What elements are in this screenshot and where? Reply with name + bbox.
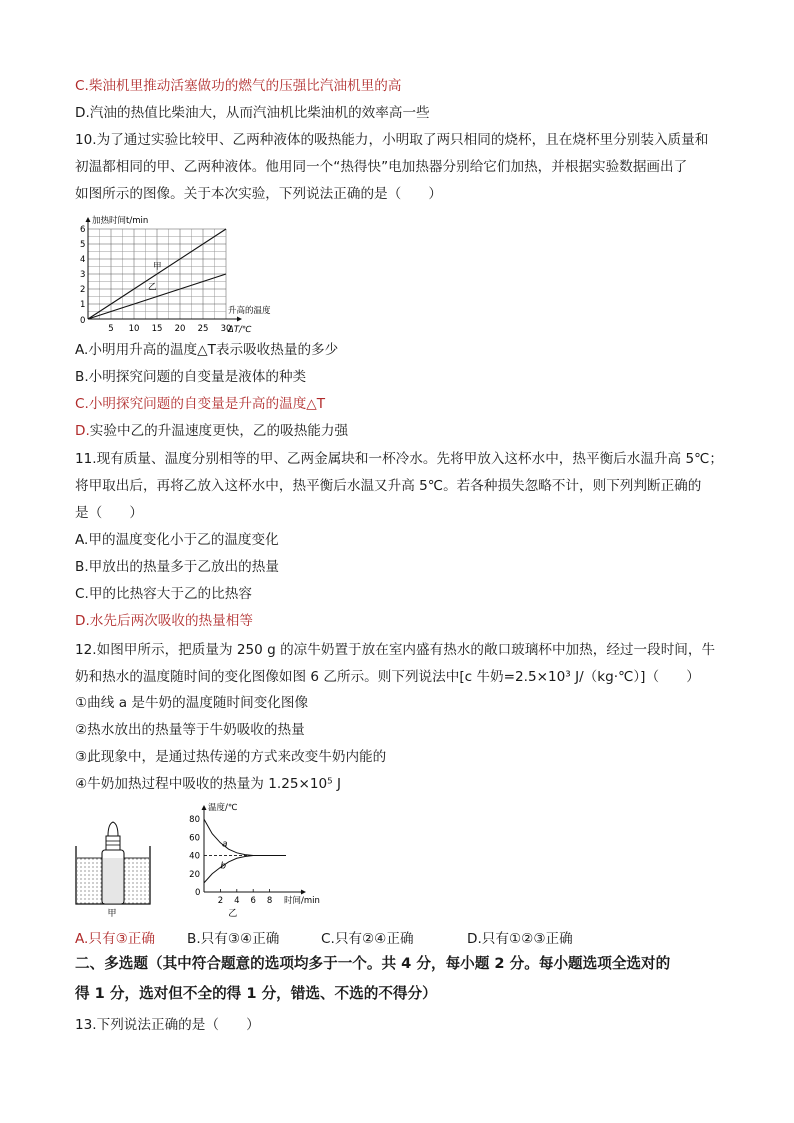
curve-a bbox=[204, 819, 286, 855]
x-axis-label: 升高的温度 bbox=[228, 306, 271, 316]
q10-stem-line-1: 10.为了通过实验比较甲、乙两种液体的吸热能力，小明取了两只相同的烧杯，且在烧杯里分别装入质量和 bbox=[75, 132, 709, 148]
chart-caption: 乙 bbox=[228, 909, 238, 919]
q10-option-d: D.实验中乙的升温速度更快，乙的吸热能力强 bbox=[75, 423, 349, 439]
x-axis-arrow bbox=[301, 890, 306, 895]
y-tick-label: 6 bbox=[80, 225, 86, 235]
q12-option-b: B.只有③④正确 bbox=[187, 931, 280, 947]
q10-option-b: B.小明探究问题的自变量是液体的种类 bbox=[75, 369, 307, 385]
x-tick-label: 2 bbox=[217, 896, 224, 906]
curve-label-a: a bbox=[222, 839, 228, 850]
q12-option-c: C.只有②④正确 bbox=[321, 931, 414, 947]
y-tick-label: 4 bbox=[80, 255, 86, 265]
x-axis-arrow bbox=[237, 317, 242, 322]
x-tick-label: 15 bbox=[151, 324, 163, 334]
x-tick-label: 25 bbox=[197, 324, 209, 334]
y-axis-arrow bbox=[86, 217, 91, 222]
y-tick-label: 60 bbox=[189, 833, 200, 844]
beaker-figure bbox=[72, 818, 157, 920]
x-tick-label: 5 bbox=[108, 324, 114, 334]
section-2-heading-line-1: 二、多选题（其中符合题意的选项均多于一个。共 4 分，每小题 2 分。每小题选项全选对的 bbox=[75, 955, 671, 972]
q11-option-c: C.甲的比热容大于乙的比热容 bbox=[75, 586, 252, 602]
q9-option-d: D.汽油的热值比柴油大，从而汽油机比柴油机的效率高一些 bbox=[75, 105, 430, 121]
x-tick-label: 4 bbox=[234, 896, 240, 906]
q12-statement-2: ②热水放出的热量等于牛奶吸收的热量 bbox=[75, 722, 305, 738]
y-axis-label: 加热时间t/min bbox=[92, 216, 149, 226]
q12-statement-1: ①曲线 a 是牛奶的温度随时间变化图像 bbox=[75, 695, 309, 711]
q11-option-b: B.甲放出的热量多于乙放出的热量 bbox=[75, 559, 279, 575]
y-tick-label: 2 bbox=[80, 285, 86, 295]
section-2-heading-line-2: 得 1 分，选对但不全的得 1 分，错选、不选的不得分） bbox=[75, 985, 437, 1002]
heating-time-chart bbox=[70, 213, 300, 335]
q12-statement-3: ③此现象中，是通过热传递的方式来改变牛奶内能的 bbox=[75, 749, 387, 765]
y-tick-label: 3 bbox=[80, 270, 86, 280]
q12-stem-line-1: 12.如图甲所示，把质量为 250 g 的凉牛奶置于放在室内盛有热水的敞口玻璃杯中加热，经过一段时间，牛 bbox=[75, 642, 716, 658]
q10-stem-line-2: 初温都相同的甲、乙两种液体。他用同一个“热得快”电加热器分别给它们加热，并根据实验数据画出了 bbox=[75, 159, 688, 175]
beaker-caption: 甲 bbox=[107, 909, 117, 919]
x-tick-label: 30 bbox=[220, 324, 232, 334]
y-tick-label: 1 bbox=[80, 300, 86, 310]
q10-stem-line-3: 如图所示的图像。关于本次实验，下列说法正确的是（ ） bbox=[75, 186, 443, 202]
q11-stem-line-3: 是（ ） bbox=[75, 505, 143, 521]
x-tick-label: 8 bbox=[266, 896, 273, 906]
q12-statement-4: ④牛奶加热过程中吸收的热量为 1.25×10⁵ J bbox=[75, 776, 341, 792]
x-tick-label: 20 bbox=[174, 324, 186, 334]
y-axis-label: 温度/℃ bbox=[208, 803, 238, 813]
q12-stem-line-2: 奶和热水的温度随时间的变化图像如图 6 乙所示。则下列说法中[c 牛奶=2.5×10³ J/（kg·℃）]（ ） bbox=[75, 669, 700, 685]
q12-option-a: A.只有③正确 bbox=[75, 931, 155, 947]
q13-stem: 13.下列说法正确的是（ ） bbox=[75, 1017, 260, 1033]
x-tick-label: 6 bbox=[250, 896, 256, 906]
y-tick-label: 5 bbox=[80, 240, 86, 250]
q11-option-d: D.水先后两次吸收的热量相等 bbox=[75, 613, 253, 629]
origin-label: 0 bbox=[195, 888, 201, 898]
y-axis-arrow bbox=[202, 805, 207, 810]
y-tick-label: 20 bbox=[189, 869, 200, 880]
series-label-yi: 乙 bbox=[148, 282, 157, 293]
q10-option-c: C.小明探究问题的自变量是升高的温度△T bbox=[75, 396, 326, 412]
curve-b bbox=[204, 856, 286, 883]
q9-option-c: C.柴油机里推动活塞做功的燃气的压强比汽油机里的高 bbox=[75, 78, 402, 94]
origin-label: 0 bbox=[80, 316, 86, 326]
temperature-time-chart bbox=[180, 800, 330, 920]
y-tick-label: 40 bbox=[189, 851, 200, 862]
series-label-jia: 甲 bbox=[153, 262, 162, 272]
x-tick-label: 10 bbox=[128, 324, 140, 334]
curve-label-b: b bbox=[220, 861, 227, 872]
q12-option-d: D.只有①②③正确 bbox=[467, 931, 573, 947]
q11-stem-line-2: 将甲取出后，再将乙放入这杯水中，热平衡后水温又升高 5℃。若各种损失忽略不计，则下列判断正确的 bbox=[75, 478, 702, 494]
q11-option-a: A.甲的温度变化小于乙的温度变化 bbox=[75, 532, 279, 548]
q10-option-a: A.小明用升高的温度△T表示吸收热量的多少 bbox=[75, 342, 339, 358]
y-tick-label: 80 bbox=[189, 815, 200, 826]
x-axis-label: 时间/min bbox=[284, 896, 320, 906]
x-axis-unit-label: ΔT/℃ bbox=[228, 325, 252, 335]
q11-stem-line-1: 11.现有质量、温度分别相等的甲、乙两金属块和一杯冷水。先将甲放入这杯水中，热平衡后水温升高 5℃； bbox=[75, 451, 723, 467]
